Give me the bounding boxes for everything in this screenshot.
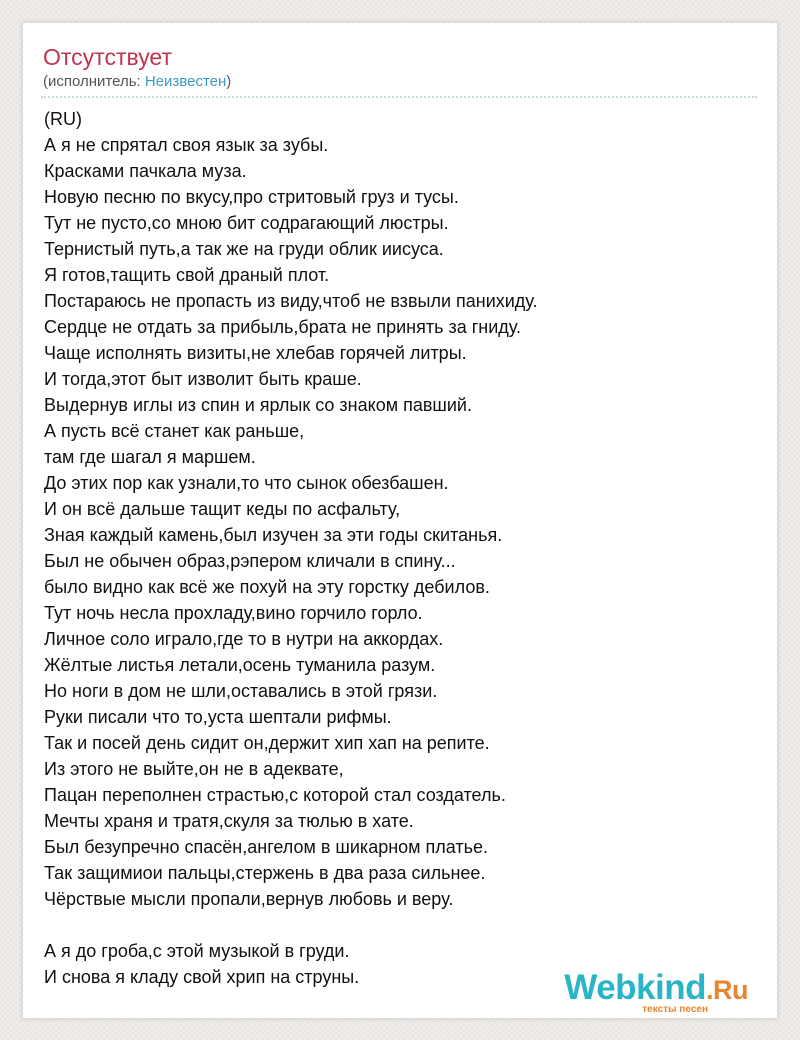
lyric-line: Так и посей день сидит он,держит хип хап на репите. bbox=[44, 733, 490, 753]
lyric-line: Тернистый путь,а так же на груди облик иисуса. bbox=[44, 239, 444, 259]
lyric-line: Мечты храня и тратя,скуля за тюлью в хате. bbox=[44, 811, 414, 831]
lyric-line: Пацан переполнен страстью,с которой стал создатель. bbox=[44, 785, 506, 805]
artist-line bbox=[43, 73, 231, 91]
song-title: Отсутствует bbox=[43, 44, 172, 70]
lyrics-text bbox=[44, 106, 759, 990]
lyric-line: И тогда,этот быт изволит быть краше. bbox=[44, 369, 362, 389]
lyric-line: Был не обычен образ,рэпером кличали в спину... bbox=[44, 551, 456, 571]
site-logo[interactable] bbox=[564, 970, 748, 1015]
artist-prefix: (исполнитель: bbox=[43, 73, 145, 90]
lyric-line: До этих пор как узнали,то что сынок обезбашен. bbox=[44, 473, 449, 493]
lyric-line: Тут не пусто,со мною бит содрагающий люстры. bbox=[44, 213, 449, 233]
lyric-line: было видно как всё же похуй на эту горстку дебилов. bbox=[44, 577, 490, 597]
lyric-line: А я до гроба,с этой музыкой в груди. bbox=[44, 941, 350, 961]
lyric-line: Жёлтые листья летали,осень туманила разум. bbox=[44, 655, 436, 675]
artist-suffix: ) bbox=[226, 73, 232, 90]
logo-tld: .Ru bbox=[706, 975, 748, 1005]
lyric-line: И снова я кладу свой хрип на струны. bbox=[44, 967, 360, 987]
lyric-line: И он всё дальше тащит кеды по асфальту, bbox=[44, 499, 401, 519]
lyric-line: Я готов,тащить свой драный плот. bbox=[44, 265, 330, 285]
lyric-line: Сердце не отдать за прибыль,брата не принять за гниду. bbox=[44, 317, 521, 337]
lyric-line: Руки писали что то,уста шептали рифмы. bbox=[44, 707, 392, 727]
lyric-line: Тут ночь несла прохладу,вино горчило горло. bbox=[44, 603, 423, 623]
lyric-line: Зная каждый камень,был изучен за эти годы скитанья. bbox=[44, 525, 503, 545]
lyric-line: Личное соло играло,где то в нутри на аккордах. bbox=[44, 629, 444, 649]
lyric-line: Красками пачкала муза. bbox=[44, 161, 247, 181]
lyric-line: А я не спрятал своя язык за зубы. bbox=[44, 135, 329, 155]
lyric-line: Так защимиои пальцы,стержень в два раза сильнее. bbox=[44, 863, 486, 883]
logo-main-text: Webkind bbox=[564, 968, 706, 1007]
lyric-line: (RU) bbox=[44, 109, 82, 129]
logo-tagline: тексты песен bbox=[642, 1004, 708, 1015]
lyric-line: Из этого не выйте,он не в адеквате, bbox=[44, 759, 344, 779]
lyric-line: А пусть всё станет как раньше, bbox=[44, 421, 305, 441]
lyric-blank-line bbox=[44, 912, 759, 938]
lyric-line: Чаще исполнять визиты,не хлебав горячей литры. bbox=[44, 343, 467, 363]
lyric-line: Постараюсь не пропасть из виду,чтоб не взвыли панихиду. bbox=[44, 291, 538, 311]
lyric-line: Был безупречно спасён,ангелом в шикарном платье. bbox=[44, 837, 489, 857]
title-divider bbox=[41, 96, 757, 98]
lyric-line: Но ноги в дом не шли,оставались в этой грязи. bbox=[44, 681, 438, 701]
lyric-line: Чёрствые мысли пропали,вернув любовь и веру. bbox=[44, 889, 454, 909]
lyric-line: там где шагал я маршем. bbox=[44, 447, 256, 467]
lyric-line: Новую песню по вкусу,про стритовый груз и тусы. bbox=[44, 187, 459, 207]
lyrics-card bbox=[22, 22, 778, 1019]
lyric-line: Выдернув иглы из спин и ярлык со знаком павший. bbox=[44, 395, 472, 415]
artist-link[interactable]: Неизвестен bbox=[144, 73, 227, 90]
logo-wordmark bbox=[564, 970, 748, 1008]
